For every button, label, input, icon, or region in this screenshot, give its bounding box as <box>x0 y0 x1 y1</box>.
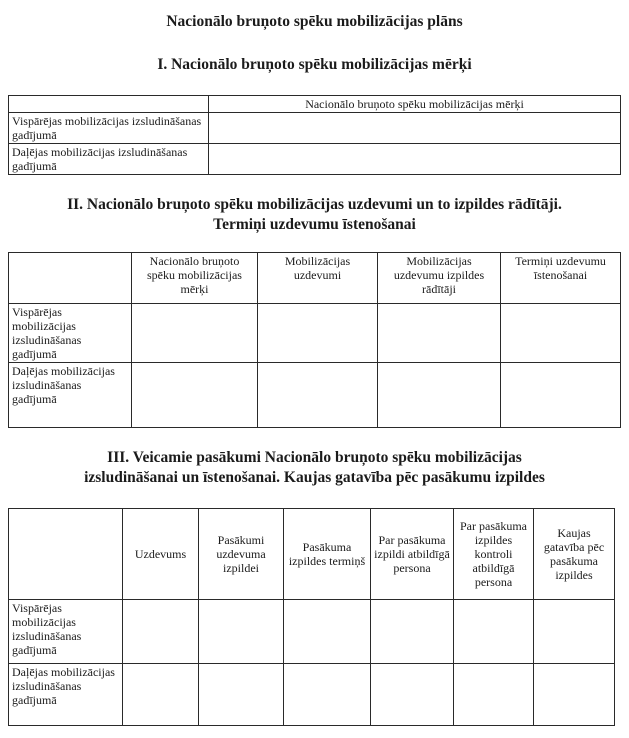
empty-value-cell <box>209 113 621 144</box>
section3-column-header-measures: Pasākumi uzdevuma izpildei <box>199 509 284 600</box>
section2-table <box>8 252 621 428</box>
section3-column-header-control-person: Par pasākuma izpildes kontroli atbildīgā persona <box>454 509 534 600</box>
empty-value-cell <box>501 304 621 363</box>
section2-table-header-row <box>9 253 621 304</box>
row-label-general-mobilization: Vispārējas mobilizācijas izsludināšanas gadījumā <box>9 113 209 144</box>
table-row <box>9 304 621 363</box>
section2-column-header-goals: Nacionālo bruņoto spēku mobilizācijas mērķi <box>132 253 258 304</box>
empty-value-cell <box>284 664 371 726</box>
section3-column-header-responsible-person: Par pasākuma izpildi atbildīgā persona <box>371 509 454 600</box>
section3-table <box>8 508 615 726</box>
table-row <box>9 600 615 664</box>
empty-value-cell <box>371 600 454 664</box>
section2-heading <box>8 195 621 235</box>
section3-column-header-deadline: Pasākuma izpildes termiņš <box>284 509 371 600</box>
section3-table-header-row <box>9 509 615 600</box>
empty-value-cell <box>132 304 258 363</box>
section3-heading-line1: III. Veicamie pasākumi Nacionālo bruņoto spēku mobilizācijas <box>107 449 522 466</box>
section3-heading-line2: izsludināšanai un īstenošanai. Kaujas gatavība pēc pasākumu izpildes <box>84 469 545 486</box>
section1-table <box>8 95 621 175</box>
document-title: Nacionālo bruņoto spēku mobilizācijas plāns <box>166 13 463 30</box>
section2-corner-cell <box>9 253 132 304</box>
section1-table-header-row <box>9 96 621 113</box>
row-label-general-mobilization: Vispārējas mobilizācijas izsludināšanas gadījumā <box>9 600 123 664</box>
row-label-partial-mobilization: Daļējas mobilizācijas izsludināšanas gadījumā <box>9 664 123 726</box>
empty-value-cell <box>501 363 621 428</box>
empty-value-cell <box>534 600 615 664</box>
empty-value-cell <box>378 304 501 363</box>
row-label-general-mobilization: Vispārējas mobilizācijas izsludināšanas gadījumā <box>9 304 132 363</box>
section2-column-header-indicators: Mobilizācijas uzdevumu izpildes rādītāji <box>378 253 501 304</box>
section1-heading: I. Nacionālo bruņoto spēku mobilizācijas mērķi <box>157 56 472 73</box>
empty-value-cell <box>199 664 284 726</box>
row-label-partial-mobilization: Daļējas mobilizācijas izsludināšanas gadījumā <box>9 363 132 428</box>
section2-heading-line1: II. Nacionālo bruņoto spēku mobilizācijas uzdevumi un to izpildes rādītāji. <box>67 196 562 213</box>
table-row <box>9 113 621 144</box>
empty-value-cell <box>209 144 621 175</box>
section3-heading <box>8 448 621 488</box>
empty-value-cell <box>258 304 378 363</box>
table-row <box>9 363 621 428</box>
empty-value-cell <box>371 664 454 726</box>
row-label-partial-mobilization: Daļējas mobilizācijas izsludināšanas gadījumā <box>9 144 209 175</box>
empty-value-cell <box>378 363 501 428</box>
section1-column-header: Nacionālo bruņoto spēku mobilizācijas mērķi <box>209 96 621 113</box>
empty-value-cell <box>132 363 258 428</box>
section1-corner-cell <box>9 96 209 113</box>
section2-column-header-tasks: Mobilizācijas uzdevumi <box>258 253 378 304</box>
section3-column-header-combat-readiness: Kaujas gatavība pēc pasākuma izpildes <box>534 509 615 600</box>
empty-value-cell <box>284 600 371 664</box>
empty-value-cell <box>199 600 284 664</box>
empty-value-cell <box>258 363 378 428</box>
table-row <box>9 144 621 175</box>
empty-value-cell <box>123 664 199 726</box>
section2-column-header-terms: Termiņi uzdevumu īstenošanai <box>501 253 621 304</box>
empty-value-cell <box>534 664 615 726</box>
section2-heading-line2: Termiņi uzdevumu īstenošanai <box>213 216 416 233</box>
table-row <box>9 664 615 726</box>
empty-value-cell <box>123 600 199 664</box>
empty-value-cell <box>454 664 534 726</box>
section3-corner-cell <box>9 509 123 600</box>
section3-column-header-task: Uzdevums <box>123 509 199 600</box>
empty-value-cell <box>454 600 534 664</box>
